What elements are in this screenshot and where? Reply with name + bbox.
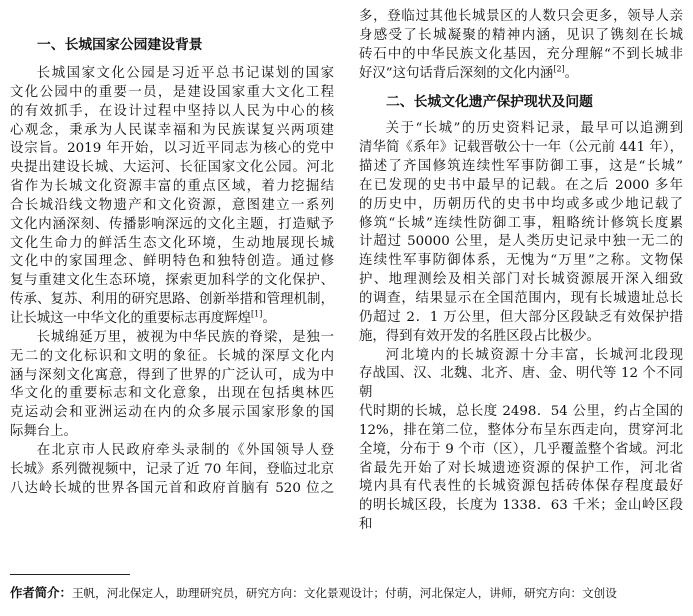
- text-line: 全境，分布于 9 个市（区），几乎覆盖整个省域。河北: [359, 441, 683, 457]
- citation-ref-1: [1]: [251, 309, 263, 319]
- text-line: 多，登临过其他长城景区的人数只会更多，领导人亲: [359, 9, 683, 24]
- text-line: 八达岭长城的世界各国元首和政府首脑有 520 位之: [10, 480, 334, 496]
- text-line: 存战国、汉、北魏、北齐、唐、金、明代等 12 个不同朝: [359, 366, 683, 401]
- text-line: 长城国家文化公园是习近平总书记谋划的国家: [36, 66, 334, 81]
- text-line-final: [359, 65, 683, 84]
- text-line: 连续性军事防御体系，无愧为“万里”之称。文物保: [359, 253, 683, 269]
- text-line: 心观念，秉承为人民谋幸福和为民族谋复兴两项建: [10, 122, 334, 138]
- text-line: 的明长城区段，长度为 1338．63 千米；金山岭区段和: [359, 498, 683, 533]
- text-line: 文化公园中的重要一员，是建设国家重大文化工程: [10, 84, 334, 100]
- text-line: 境内具有代表性的长城资源包括砖体保存程度最好: [359, 479, 683, 495]
- author-footnote-label: 作者简介：: [10, 585, 72, 600]
- author-footnote-text: 王帆，河北保定人，助理研究员，研究方向：文化景观设计；付萌，河北保定人，讲师，研究方向：文创设: [71, 586, 617, 600]
- text-line: 设宗旨。2019 年开始，以习近平同志为核心的党中: [10, 141, 334, 157]
- text-line: 的历史中，历朝历代的史书中均或多或少地记载了: [359, 196, 683, 212]
- text-line: 合长城沿线文物遗产和文化资源，意图建立一系列: [10, 197, 334, 213]
- text-line: 省作为长城文化资源丰富的重点区域，着力挖掘结: [10, 179, 334, 195]
- text-line: 无二的文化标识和文明的象征。长城的深厚文化内: [10, 348, 334, 364]
- text-span: 。: [564, 65, 579, 81]
- text-line: 在已发现的史书中最早的记载。在之后 2000 多年: [359, 177, 683, 193]
- heading-spacer: [10, 55, 334, 65]
- text-line: 长城》系列微视频中，记录了近 70 年间，登临过北京: [10, 461, 334, 477]
- right-column: [359, 8, 683, 535]
- text-line: 修筑“长城”连续性防御工事，粗略统计修筑长度累: [359, 215, 683, 231]
- text-line: 复与重建文化生态环境，探索更加科学的文化保护、: [10, 273, 334, 289]
- author-footnote: [10, 584, 683, 602]
- left-column: [10, 8, 334, 498]
- text-line: 代时期的长城，总长度 2498．54 公里，约占全国的: [359, 404, 683, 420]
- text-line: 描述了齐国修筑连续性军事防御工事，这是“长城”: [359, 159, 683, 175]
- text-line: 华文化的重要标志和文化意象，出现在包括奥林匹: [10, 386, 334, 402]
- footnote-rule: [10, 574, 130, 575]
- text-line: 长城绵延万里，被视为中华民族的脊梁，是独一: [36, 329, 334, 345]
- paragraph-leaders: [10, 442, 334, 499]
- text-span: 。: [262, 310, 276, 326]
- text-line: 在北京市人民政府牵头录制的《外国领导人登: [36, 442, 334, 458]
- text-line-final: [10, 310, 334, 329]
- text-line: 河北境内的长城资源十分丰富，长城河北段现: [385, 347, 683, 363]
- text-line: 传承、复苏、利用的研究思路、创新举措和管理机制，: [10, 292, 334, 308]
- paragraph-history: [359, 120, 683, 346]
- text-line: 的调查，结果显示在全国范围内，现有长城遗址总长: [359, 290, 683, 306]
- text-line-final: 施，得到有效开发的名胜区段占比极少。: [359, 328, 601, 344]
- paragraph-background: [10, 65, 334, 329]
- text-line: 身感受了长城凝聚的精神内涵，见识了镌刻在长城: [359, 27, 683, 43]
- text-line: 清华简《系年》记载晋敬公十一年（公元前 441 年），: [359, 140, 683, 156]
- text-span: 让长城这一中华文化的重要标志再度辉煌: [10, 310, 252, 326]
- paragraph-symbol: [10, 329, 334, 442]
- text-line-final: 际舞台上。: [10, 424, 77, 440]
- top-spacer: [10, 8, 334, 36]
- text-line: 文化内涵深刻、传播影响深远的文化主题，打造赋予: [10, 216, 334, 232]
- text-line: 省最先开始了对长城遗迹资源的保护工作，河北省: [359, 460, 683, 476]
- text-span: 好汉”这句话背后深刻的文化内涵: [359, 65, 554, 81]
- text-line: 12%，排在第二位，整体分布呈东西走向，贯穿河北: [359, 422, 683, 438]
- paragraph-leaders-continued: [359, 8, 683, 83]
- heading-spacer: [359, 83, 683, 93]
- text-line: 仍超过 2．1 万公里，但大部分区段缺乏有效保护措: [359, 309, 683, 325]
- text-line: 涵与深刻文化寓意，得到了世界的广泛认可，成为中: [10, 367, 334, 383]
- citation-ref-2: [2]: [553, 64, 565, 74]
- text-line: 央提出建设长城、大运河、长征国家文化公园。河北: [10, 160, 334, 176]
- paragraph-hebei: [359, 347, 683, 535]
- text-line: 计超过 50000 公里，是人类历史记录中独一无二的: [359, 234, 683, 250]
- text-line: 护、地理测绘及相关部门对长城资源展开深入细致: [359, 272, 683, 288]
- text-line: 克运动会和亚洲运动在内的众多展示国家形象的国: [10, 405, 334, 421]
- text-line: 文化中的家国理念、鲜明特色和独特创造。通过修: [10, 254, 334, 270]
- heading-spacer: [359, 112, 683, 120]
- text-line: 关于“长城”的历史资料记录，最早可以追溯到: [385, 121, 683, 137]
- text-line: 砖石中的中华民族文化基因，充分理解“不到长城非: [359, 46, 683, 62]
- section-heading-background: 一、长城国家公园建设背景: [37, 37, 203, 53]
- text-line: 文化生命力的鲜活生态文化环境，生动地展现长城: [10, 235, 334, 251]
- section-heading-heritage: 二、长城文化遗产保护现状及问题: [386, 94, 593, 111]
- text-line: 的有效抓手，在设计过程中坚持以人民为中心的核: [10, 103, 334, 119]
